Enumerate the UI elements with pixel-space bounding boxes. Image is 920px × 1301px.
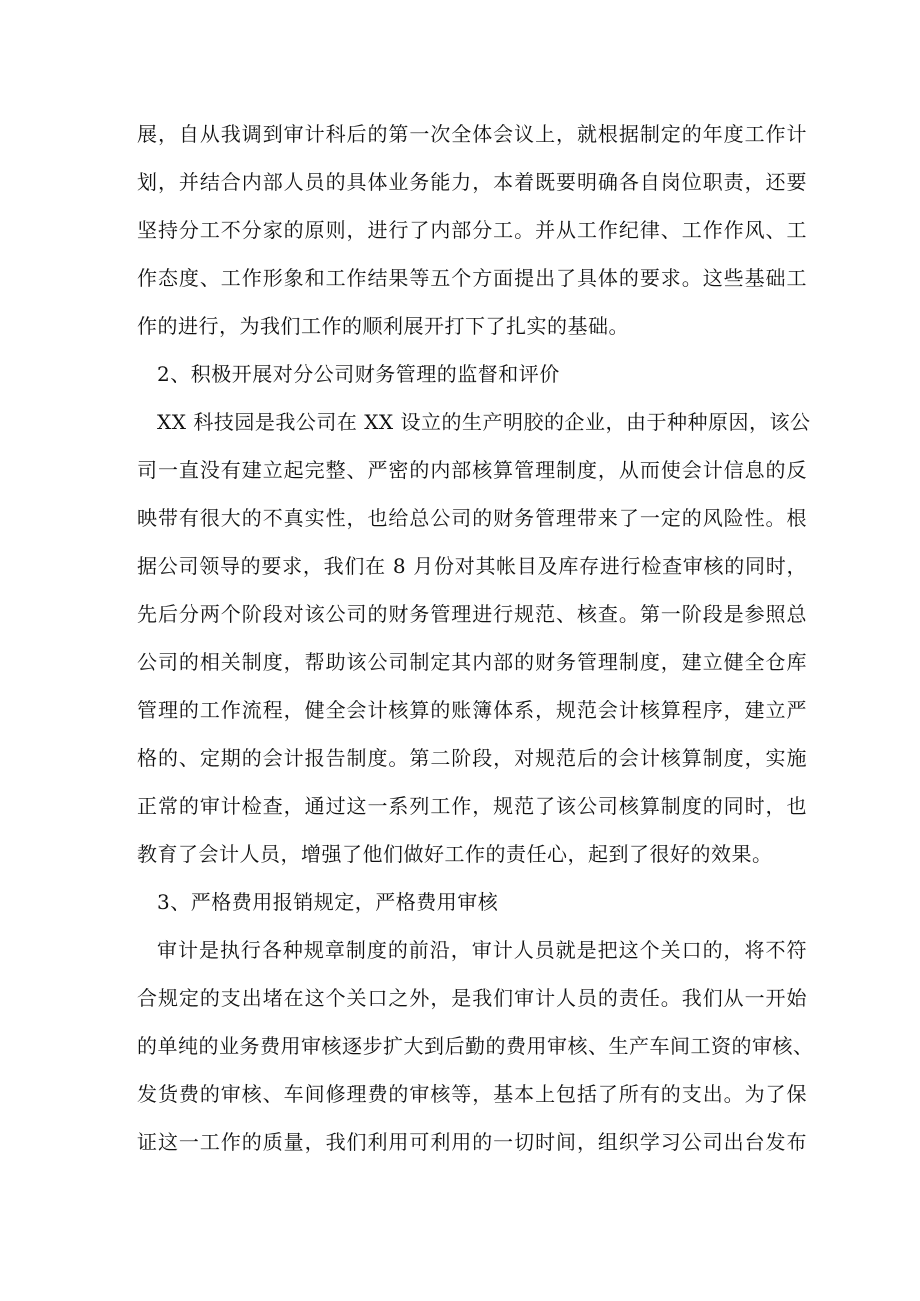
paragraph-line: 正常的审计检查，通过这一系列工作，规范了该公司核算制度的同时，也 <box>137 794 807 818</box>
paragraph-line: 展，自从我调到审计科后的第一次全体会议上，就根据制定的年度工作计 <box>137 122 807 146</box>
paragraph-line: 坚持分工不分家的原则，进行了内部分工。并从工作纪律、工作作风、工 <box>137 218 807 242</box>
paragraph-line: XX 科技园是我公司在 XX 设立的生产明胶的企业，由于种种原因，该公 <box>157 410 811 434</box>
paragraph-line: 格的、定期的会计报告制度。第二阶段，对规范后的会计核算制度，实施 <box>137 746 807 770</box>
paragraph-line: 先后分两个阶段对该公司的财务管理进行规范、核查。第一阶段是参照总 <box>137 602 807 626</box>
section-heading: 2、积极开展对分公司财务管理的监督和评价 <box>157 362 560 386</box>
paragraph-line: 的单纯的业务费用审核逐步扩大到后勤的费用审核、生产车间工资的审核、 <box>137 1034 814 1058</box>
paragraph-line: 公司的相关制度，帮助该公司制定其内部的财务管理制度，建立健全仓库 <box>137 650 807 674</box>
paragraph-line: 作的进行，为我们工作的顺利展开打下了扎实的基础。 <box>137 314 629 338</box>
paragraph-line: 发货费的审核、车间修理费的审核等，基本上包括了所有的支出。为了保 <box>137 1082 807 1106</box>
paragraph-line: 映带有很大的不真实性，也给总公司的财务管理带来了一定的风险性。根 <box>137 506 807 530</box>
paragraph-line: 作态度、工作形象和工作结果等五个方面提出了具体的要求。这些基础工 <box>137 266 807 290</box>
paragraph-line: 管理的工作流程，健全会计核算的账簿体系，规范会计核算程序，建立严 <box>137 698 807 722</box>
paragraph-line: 据公司领导的要求，我们在 8 月份对其帐目及库存进行检查审核的同时， <box>137 554 807 578</box>
paragraph-line: 司一直没有建立起完整、严密的内部核算管理制度，从而使会计信息的反 <box>137 458 807 482</box>
paragraph-line: 教育了会计人员，增强了他们做好工作的责任心，起到了很好的效果。 <box>137 842 773 866</box>
paragraph-line: 合规定的支出堵在这个关口之外，是我们审计人员的责任。我们从一开始 <box>137 986 807 1010</box>
section-heading: 3、严格费用报销规定，严格费用审核 <box>157 890 499 914</box>
paragraph-line: 划，并结合内部人员的具体业务能力，本着既要明确各自岗位职责，还要 <box>137 170 807 194</box>
paragraph-line: 证这一工作的质量，我们利用可利用的一切时间，组织学习公司出台发布 <box>137 1130 807 1154</box>
paragraph-line: 审计是执行各种规章制度的前沿，审计人员就是把这个关口的，将不符 <box>157 938 807 962</box>
